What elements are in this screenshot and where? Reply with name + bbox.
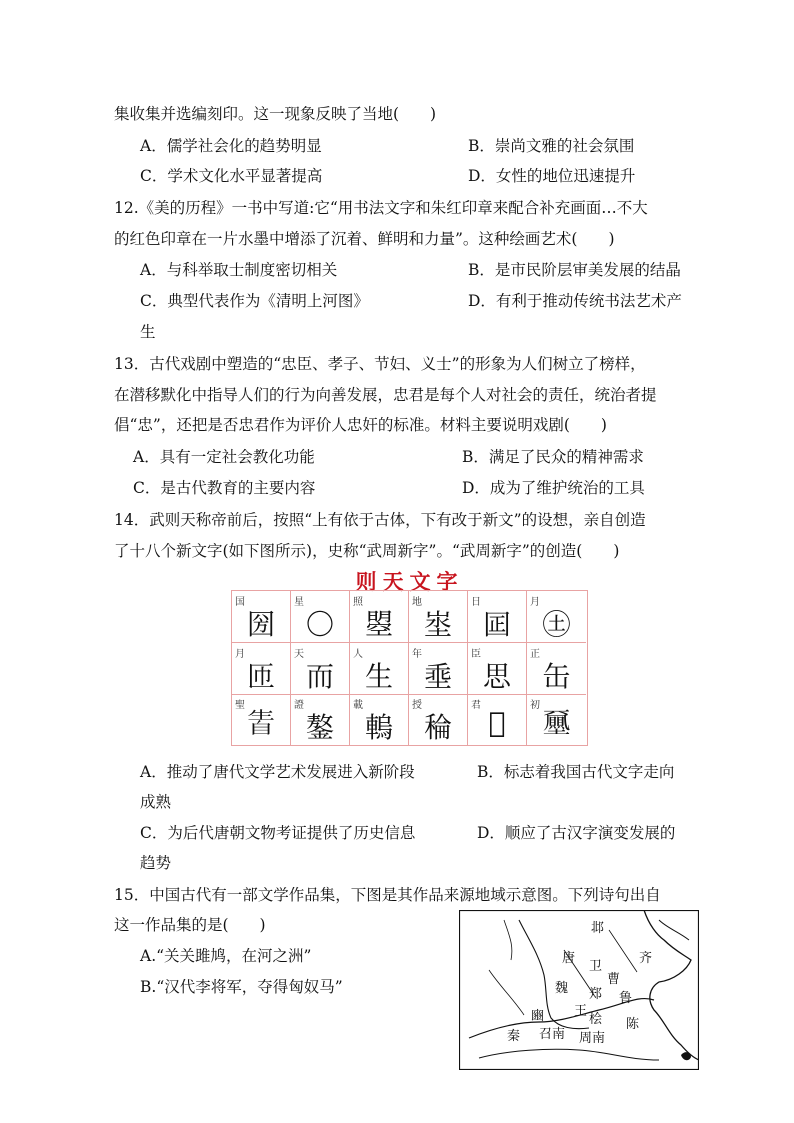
char-cell-new-form: 埊 (423, 608, 452, 641)
map-label: 卫 (589, 959, 603, 974)
q14-option-d-continuation: 趋势 (140, 854, 172, 872)
char-cell-original: 正 (530, 648, 540, 660)
shijing-region-map (459, 910, 699, 1070)
q13-option-d[interactable]: D．成为了维护统治的工具 (462, 479, 645, 497)
q12-option-d-continuation: 生 (140, 323, 156, 341)
char-cell-new-form: 𠺞 (488, 706, 506, 739)
char-cell-original: 臣 (471, 648, 481, 660)
char-cell-new-form: 而 (305, 659, 334, 693)
char-cell-original: 聖 (235, 700, 245, 711)
q13-option-c[interactable]: C．是古代教育的主要内容 (133, 479, 316, 497)
char-cell (527, 591, 586, 643)
char-cell-new-form: 〇 (305, 608, 334, 641)
q11-option-d[interactable]: D．女性的地位迅速提升 (468, 167, 636, 185)
char-cell (350, 694, 409, 746)
char-cell-original: 日 (471, 597, 481, 608)
char-table-title: 则天文字 (355, 569, 464, 594)
char-cell-new-form: 𡔈 (542, 707, 571, 740)
char-cell (527, 694, 586, 746)
map-label: 周南 (579, 1031, 606, 1046)
char-cell-original: 授 (412, 700, 422, 711)
char-cell (232, 694, 291, 746)
map-label: 齐 (639, 951, 653, 966)
q14-option-b-continuation: 成熟 (140, 793, 172, 811)
q12-option-c[interactable]: C．典型代表作为《清明上河图》 (140, 292, 369, 310)
q15-stem-line2: 这一作品集的是( ) (114, 916, 266, 934)
q13-option-a[interactable]: A．具有一定社会教化功能 (133, 448, 315, 466)
q12-option-b[interactable]: B．是市民阶层审美发展的结晶 (468, 261, 681, 279)
q14-option-d[interactable]: D．顺应了古汉字演变发展的 (477, 824, 676, 842)
q12-stem-line1: 12.《美的历程》一书中写道:它“用书法文字和朱红印章来配合补充画面…不大 (114, 199, 648, 217)
q14-option-b[interactable]: B．标志着我国古代文字走向 (477, 763, 675, 781)
map-label: 曹 (607, 972, 621, 987)
q14-option-c[interactable]: C．为后代唐朝文物考证提供了历史信息 (140, 824, 416, 842)
char-cell-new-form: 曌 (364, 608, 393, 641)
q14-option-a[interactable]: A．推动了唐代文学艺术发展进入新阶段 (140, 763, 415, 781)
char-cell (409, 694, 468, 746)
char-cell (350, 643, 409, 695)
q11-option-b[interactable]: B．崇尚文雅的社会氛围 (468, 137, 635, 155)
char-cell-original: 證 (294, 700, 304, 711)
q12-option-a[interactable]: A．与科举取士制度密切相关 (140, 261, 338, 279)
q11-stem-continuation: 集收集并选编刻印。这一现象反映了当地( ) (114, 105, 437, 123)
char-cell-new-form: 生 (364, 659, 393, 693)
char-cell-new-form: 思 (482, 659, 511, 693)
char-cell-original: 照 (353, 597, 363, 608)
char-cell-original: 星 (294, 597, 304, 608)
char-cell (527, 643, 586, 695)
q11-option-c[interactable]: C．学术文化水平显著提高 (140, 167, 323, 185)
map-label: 陈 (626, 1017, 640, 1032)
char-cell-new-form: 匝 (246, 659, 275, 693)
char-cell-new-form: 𤯣 (246, 707, 275, 740)
char-cell-original: 初 (530, 700, 540, 711)
char-cell-new-form: 䡧 (364, 711, 393, 744)
char-cell-new-form: 埀 (423, 659, 452, 693)
char-cell-new-form: 圀 (246, 608, 275, 641)
q15-option-a[interactable]: A.“关关雎鸠，在河之洲” (140, 947, 312, 965)
q11-option-a[interactable]: A．儒学社会化的趋势明显 (140, 137, 322, 155)
char-cell-new-form: 稐 (423, 711, 452, 744)
map-label: 王 (574, 1004, 588, 1019)
q13-stem-line1: 13．古代戏剧中塑造的“忠臣、孝子、节妇、义士”的形象为人们树立了榜样， (114, 355, 646, 373)
q12-option-d[interactable]: D．有利于推动传统书法艺术产 (468, 292, 682, 310)
char-cell (468, 591, 527, 643)
char-cell-original: 人 (353, 648, 363, 660)
char-cell (291, 643, 350, 695)
map-label: 召南 (539, 1027, 566, 1042)
char-cell-original: 月 (235, 648, 245, 660)
q12-stem-line2: 的红色印章在一片水墨中增添了沉着、鲜明和力量”。这种绘画艺术( ) (114, 230, 615, 248)
q15-option-b[interactable]: B.“汉代李将军，夺得匈奴马” (140, 978, 343, 996)
map-label: 邶 (591, 921, 605, 936)
q13-stem-line2: 在潜移默化中指导人们的行为向善发展，忠君是每个人对社会的责任，统治者提 (114, 386, 657, 404)
char-cell (409, 591, 468, 643)
char-cell (350, 591, 409, 643)
q14-stem-line1: 14．武则天称帝前后，按照“上有依于古体，下有改于新文”的设想，亲自创造 (114, 511, 646, 529)
char-cell (232, 643, 291, 695)
char-cell-original: 月 (530, 597, 540, 608)
char-cell-original: 天 (294, 648, 304, 660)
char-cell-new-form: 囸 (482, 608, 511, 641)
wuzhou-character-table (231, 590, 588, 746)
char-cell-new-form: 鏊 (305, 711, 334, 744)
map-label: 郑 (589, 987, 603, 1002)
char-cell (232, 591, 291, 643)
char-cell-original: 載 (353, 700, 363, 711)
char-cell (409, 643, 468, 695)
map-label: 魏 (555, 981, 569, 996)
char-cell-original: 年 (412, 648, 422, 660)
map-label: 鲁 (619, 991, 633, 1006)
q14-stem-line2: 了十八个新文字(如下图所示)，史称“武周新字”。“武周新字”的创造( ) (114, 542, 620, 560)
q13-option-b[interactable]: B．满足了民众的精神需求 (462, 448, 644, 466)
map-label: 唐 (562, 951, 576, 966)
q15-stem-line1: 15．中国古代有一部文学作品集，下图是其作品来源地域示意图。下列诗句出自 (114, 886, 661, 904)
char-cell (291, 591, 350, 643)
map-label: 桧 (589, 1012, 603, 1027)
char-cell-new-form: 缶 (542, 659, 571, 693)
char-cell (291, 694, 350, 746)
map-label: 豳 (531, 1009, 545, 1024)
char-cell-new-form: ㊏ (542, 608, 571, 641)
char-cell-original: 地 (412, 597, 422, 608)
char-cell (468, 694, 527, 746)
char-cell-original: 君 (471, 700, 481, 711)
map-label: 秦 (507, 1029, 521, 1044)
char-cell-original: 国 (235, 597, 245, 608)
q13-stem-line3: 倡“忠”，还把是否忠君作为评价人忠奸的标准。材料主要说明戏剧( ) (114, 416, 607, 434)
char-cell (468, 643, 527, 695)
